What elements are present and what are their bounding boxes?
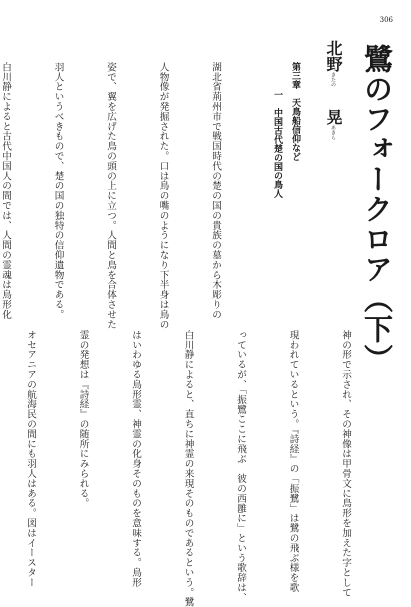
body-line: オセアニアの航海民の間にも羽人はある。図はイースター <box>25 330 36 588</box>
body-line: 湖北省荊州市で戦国時代の楚の国の貴族の墓から木彫りの <box>210 62 221 320</box>
author-given-ruby: あきら <box>330 125 336 140</box>
article-title <box>360 44 394 374</box>
author-name <box>325 40 341 140</box>
title-volume: （下） <box>360 284 394 374</box>
body-line: 白川静によると古代中国人の間では、人間の霊魂は鳥形化 <box>0 62 11 320</box>
body-line: 人物像が発掘された。口は鳥の嘴のようになり下半身は鳥の <box>157 62 169 330</box>
chapter-heading: 第三章 天鳥船信仰など <box>290 62 300 161</box>
body-line: 白川静によると、直ちに神霊の来現そのものであるという。鷺 <box>182 330 194 607</box>
body-line: 羽人というべきもので、楚の国の独特の信仰遺物である。 <box>52 62 64 320</box>
author-family-name: 北野 <box>324 40 343 72</box>
body-text-upper <box>0 62 259 330</box>
body-line: はいわゆる鳥形霊、神霊の化身そのものを意味する。鳥形 <box>130 330 141 588</box>
body-line: 神の形で示され、その神像は甲骨文に鳥形を加えた字として <box>340 330 351 598</box>
title-main: 鷺のフォークロア <box>360 44 394 284</box>
body-line: 姿で、翼を広げた鳥の頭の上に立つ。人間と鳥を合体させた <box>105 62 116 330</box>
section-heading: 一 中国古代楚の国の鳥人 <box>272 90 282 198</box>
body-line: 現われているという。『詩経』の「振鷺」は鷺の飛ぶ様を歌 <box>287 330 299 593</box>
body-text-lower <box>0 330 389 607</box>
author-given-name: 晃 <box>324 109 343 125</box>
body-line: 霊の発想は『詩経』の随所にみられる。 <box>77 330 89 509</box>
body-line: っているが、「振鷺ここに飛ぶ 彼の西雝に」という歌辞は、 <box>235 330 246 603</box>
page-number: 306 <box>379 16 393 24</box>
author-family-ruby: きたの <box>330 72 336 87</box>
